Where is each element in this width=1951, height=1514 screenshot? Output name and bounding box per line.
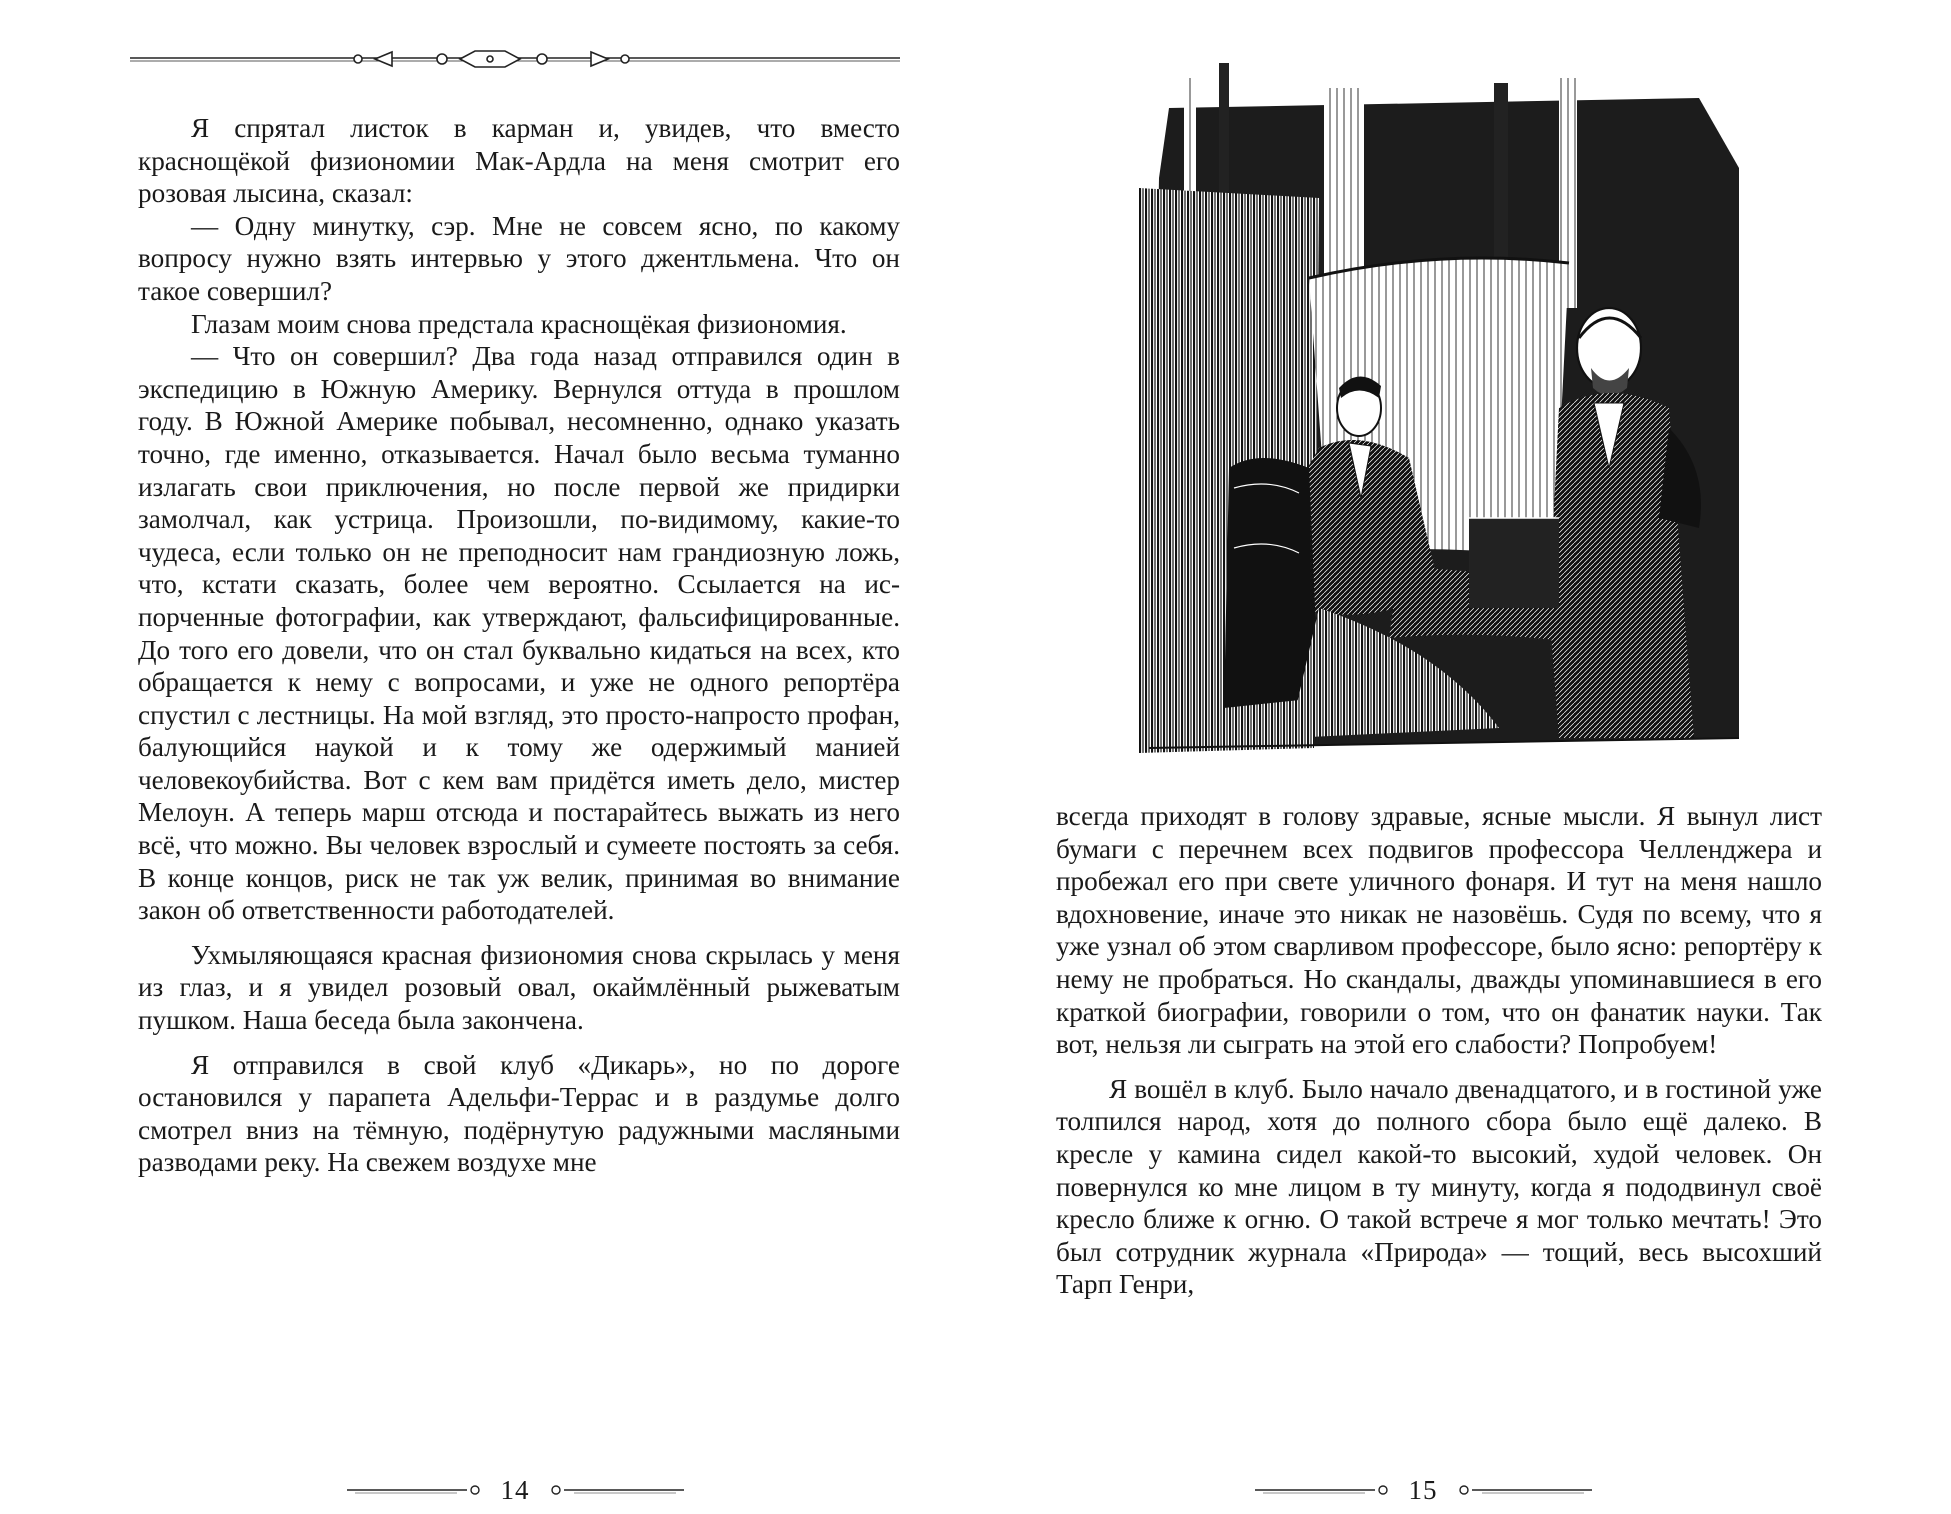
folio-flourish-icon <box>544 1483 684 1497</box>
page-number-footer <box>330 1470 700 1510</box>
paragraph: Ухмыляющаяся красная физиономия снова скрылась у меня из глаз, и я увидел розовый овал, окаймлённый рыжеватым пушком. Наша беседа была закончена. <box>138 939 900 1036</box>
right-page <box>976 0 1951 1514</box>
scroll-ornament-icon <box>130 40 900 80</box>
paragraph: — Что он совершил? Два года назад отправился один в экспедицию в Южную Америку. Вернулся оттуда в прошлом году. В Южной Америке побывал, несомненно, однако указать точно, где именно, отказывается. Начал было весьма туманно излагать свои приключения, но после первой же придирки замолчал, как устрица. Произошли, по-видимому, какие-то чудеса, если только он не преподносит нам грандиозную ложь, что, кстати сказать, более чем вероятно. Ссылается на испорченные фотографии, как утверждают, фальсифицированные. До того его довели, что он стал буквально кидаться на всех, кто обращается к нему с вопросами, и уже не одного репортёра спустил с лестницы. На мой взгляд, это просто-напросто профан, балующийся наукой и к тому же одержимый манией человекоубийства. Вот с кем вам придётся иметь дело, мистер Мелоун. А теперь марш отсюда и постарайтесь выжать из него всё, что можно. Вы человек взрослый и сумеете постоять за себя. В конце концов, риск не так уж велик, принимая во внимание закон об ответственности работодателей. <box>138 341 900 926</box>
folio-flourish-icon <box>1255 1483 1395 1497</box>
paragraph: всегда приходят в голову здравые, ясные мысли. Я вынул лист бумаги с перечнем всех подвигов профессора Челленджера и пробежал его при свете уличного фонаря. И тут на меня нашло вдохновение, иначе это никак не назовёшь. Судя по всему, что я уже узнал об этом сварливом профессоре, было ясно: репортёру к нему не пробраться. Но скандалы, дважды упоминавшиеся в его краткой биографии, говорили о том, что он фанатик науки. Так вот, нельзя ли сыграть на этой его слабости? Попробуем! <box>1056 801 1822 1060</box>
page-number-footer <box>1038 1470 1808 1510</box>
paragraph: Я спрятал листок в карман и, увидев, что вместо краснощёкой физиономии Мак-Ардла на меня смотрит его розовая лысина, сказал: <box>138 113 900 209</box>
left-page <box>0 0 975 1514</box>
ink-illustration-two-men-in-club-room <box>1139 48 1751 778</box>
folio-flourish-icon <box>1452 1483 1592 1497</box>
right-page-text <box>1056 800 1822 1301</box>
folio-flourish-icon <box>347 1483 487 1497</box>
paragraph: — Одну минутку, сэр. Мне не совсем ясно, по какому вопросу нужно взять интервью у этого джентльмена. Что он такое совершил? <box>138 210 900 306</box>
page-number: 14 <box>500 1474 530 1505</box>
left-page-text <box>138 112 900 1179</box>
paragraph: Я отправился в свой клуб «Дикарь», но по дороге остановился у парапета Адельфи-Террас и в раздумье долго смотрел вниз на тёмную, подёрнутую радужными масляными разводами реку. На свежем воздухе мне <box>138 1049 900 1178</box>
paragraph: Я вошёл в клуб. Было начало двенадцатого, и в гостиной уже толпился народ, хотя до полного сбора было ещё далеко. В кресле у камина сидел какой-то высокий, худой человек. Он повернулся ко мне лицом в ту минуту, когда я пододвинул своё кресло ближе к огню. О такой встрече я мог только мечтать! Это был сотрудник журнала «Природа» — тощий, весь высохший Тарп Генри, <box>1056 1073 1822 1300</box>
paragraph: Глазам моим снова предстала краснощёкая физиономия. <box>191 308 847 339</box>
page-number: 15 <box>1408 1474 1438 1505</box>
